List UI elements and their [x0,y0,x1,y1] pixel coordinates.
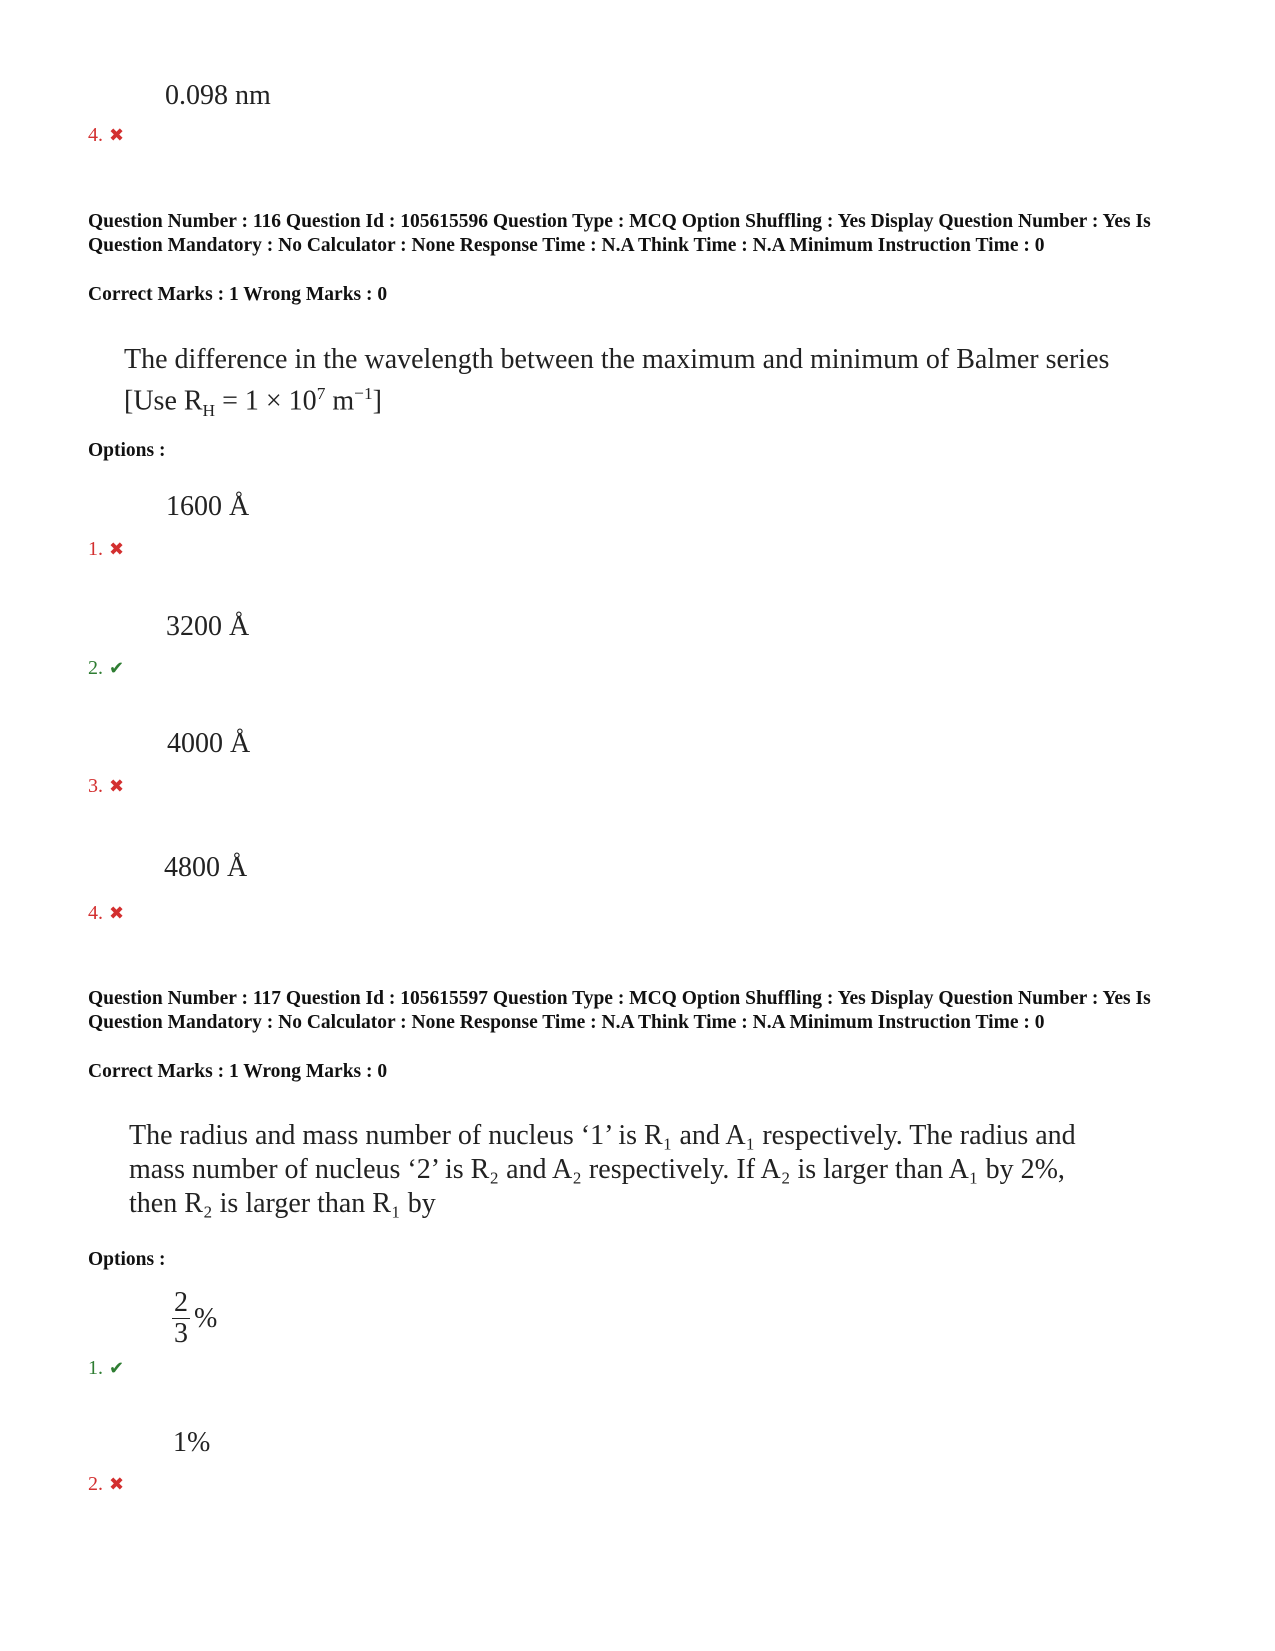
option-image-text: 4800 Å [164,852,248,883]
option-number-label: 2. [88,657,103,679]
option-number [88,124,124,147]
question-117-marks: Correct Marks : 1 Wrong Marks : 0 [88,1061,388,1082]
option-image-text: 3200 Å [166,611,250,642]
option-image-text: 1% [173,1427,211,1458]
option-number [88,775,124,798]
correct-check-icon: ✔ [109,658,125,678]
options-label: Options : [88,440,166,461]
option-number [88,657,124,680]
fraction-denominator: 3 [174,1318,188,1349]
wrong-mark-icon: ✖ [109,125,125,145]
wrong-mark-icon: ✖ [109,1474,125,1494]
option-number-label: 4. [88,902,103,924]
question-117-text-line1: The radius and mass number of nucleus ‘1’ is R₁ and A₁ respectively. The radius and [129,1120,1076,1151]
correct-check-icon: ✔ [109,1358,125,1378]
option-number-label: 2. [88,1473,103,1495]
wrong-mark-icon: ✖ [109,776,125,796]
option-image-text: 0.098 nm [165,80,271,111]
fraction-numerator: 2 [174,1287,188,1318]
option-image-text: 1600 Å [166,491,250,522]
question-116-meta: Question Number : 116 Question Id : 105615596 Question Type : MCQ Option Shuffling : Yes Display Question Number : Yes Is Question Mandatory : No Calculator : None Response Time : N.A Think Time : N.A Minimum Instruction Time : 0 [88,211,1151,256]
wrong-mark-icon: ✖ [109,539,125,559]
question-116-marks: Correct Marks : 1 Wrong Marks : 0 [88,284,388,305]
option-number [88,538,124,561]
option-number-label: 3. [88,775,103,797]
option-number-label: 4. [88,124,103,146]
option-number-label: 1. [88,538,103,560]
question-117-text-line3: then R₂ is larger than R₁ by [129,1188,436,1219]
question-116-text-line2: [Use $R_H = 1 \times 10^7$ $m^{-1}$] [124,384,382,420]
wrong-mark-icon: ✖ [109,903,125,923]
option-number [88,902,124,925]
question-116-text [124,343,1109,428]
question-117-text-line2: mass number of nucleus ‘2’ is R₂ and A₂ respectively. If A₂ is larger than A₁ by 2%, [129,1154,1065,1185]
option-number-label: 1. [88,1357,103,1379]
percent-sign: % [194,1302,218,1334]
options-label: Options : [88,1249,166,1270]
question-116-text-line1: The difference in the wavelength between the maximum and minimum of Balmer series [124,344,1110,375]
fraction [172,1288,190,1349]
option-image-fraction [172,1288,217,1349]
option-image-text: 4000 Å [167,728,251,759]
option-number [88,1473,124,1496]
question-117-meta: Question Number : 117 Question Id : 105615597 Question Type : MCQ Option Shuffling : Yes Display Question Number : Yes Is Question Mandatory : No Calculator : None Response Time : N.A Think Time : N.A Minimum Instruction Time : 0 [88,988,1151,1033]
question-117-text [129,1119,1076,1221]
option-number [88,1357,124,1380]
